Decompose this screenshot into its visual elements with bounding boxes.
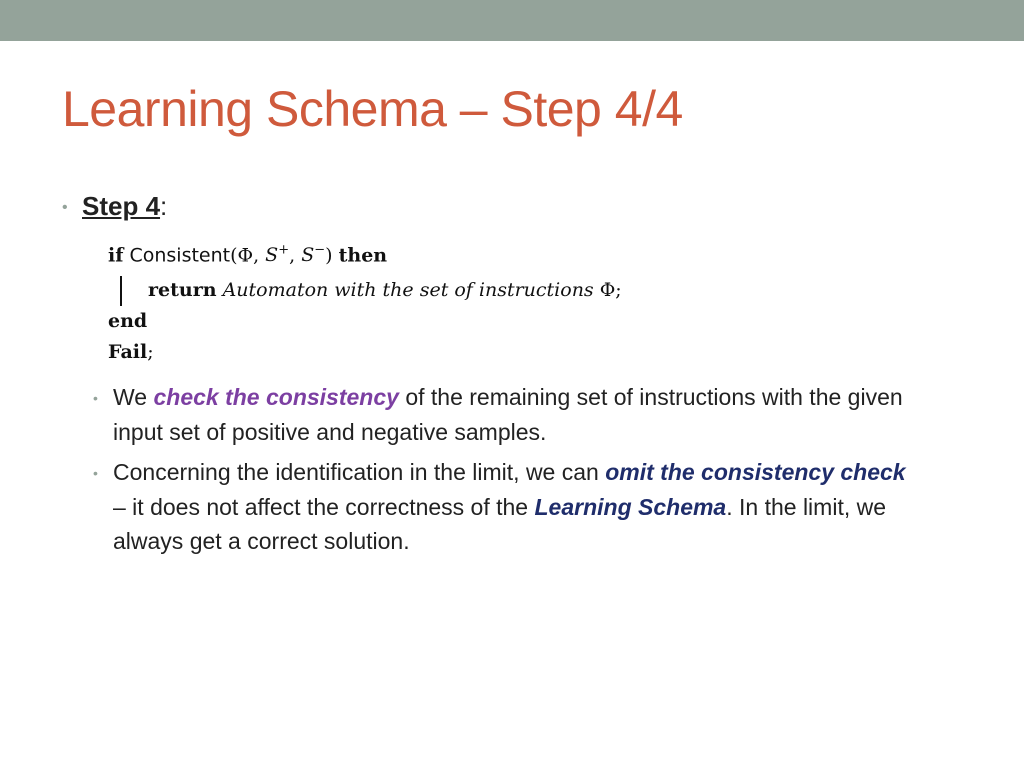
algo-line-return bbox=[148, 281, 622, 300]
bullet-dot: • bbox=[93, 390, 98, 406]
bullet-dot: • bbox=[93, 465, 98, 481]
return-value: Automaton with the set of instructions bbox=[222, 279, 594, 301]
emphasis-omit-check: omit the consistency check bbox=[605, 459, 906, 485]
bullet-text: – it does not affect the correctness of the bbox=[113, 493, 535, 520]
bullet-consistency bbox=[113, 380, 923, 449]
return-tail: Φ; bbox=[593, 279, 622, 301]
algo-line-fail bbox=[108, 343, 154, 362]
keyword-end: end bbox=[108, 310, 148, 332]
keyword-return: return bbox=[148, 279, 217, 301]
keyword-fail: Fail bbox=[108, 341, 148, 363]
emphasis-check-consistency: check the consistency bbox=[153, 384, 399, 410]
step-label: Step 4 bbox=[82, 191, 161, 221]
step-heading bbox=[82, 191, 167, 222]
bullet-text: We bbox=[113, 384, 154, 410]
args-open: (Φ, bbox=[230, 244, 266, 267]
bullet-text: of the remaining set of instructions with the given input set of positive and negative samples. bbox=[113, 384, 903, 445]
bullet-text: . In the limit, we always get a correct solution. bbox=[113, 493, 887, 554]
keyword-then: then bbox=[338, 244, 388, 267]
step-colon: : bbox=[160, 191, 168, 221]
keyword-if: if bbox=[108, 244, 124, 267]
bullet-dot: • bbox=[62, 199, 68, 216]
algo-line-if bbox=[108, 244, 387, 265]
args-comma: , bbox=[289, 244, 302, 267]
emphasis-learning-schema: Learning Schema bbox=[534, 493, 727, 520]
bullet-text: Concerning the identification in the limit, we can bbox=[113, 459, 606, 485]
consistent-function: Consistent bbox=[129, 244, 231, 267]
args-close: ) bbox=[325, 244, 333, 267]
top-accent-bar bbox=[0, 0, 1024, 41]
block-indent-rule bbox=[120, 276, 122, 306]
s-plus: S+ bbox=[265, 243, 290, 267]
s-minus: S− bbox=[301, 243, 326, 267]
bullet-identification bbox=[113, 455, 923, 559]
fail-tail: ; bbox=[147, 341, 154, 363]
slide-title: Learning Schema – Step 4/4 bbox=[62, 81, 683, 137]
algo-line-end bbox=[108, 312, 147, 331]
